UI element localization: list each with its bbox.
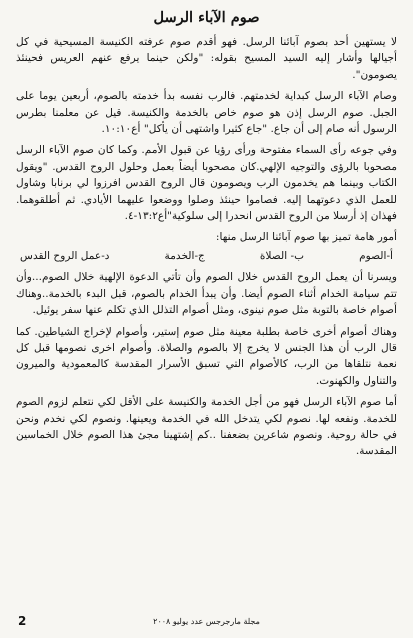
page-footer bbox=[0, 608, 413, 628]
list-item-service: ج-الخدمة bbox=[164, 249, 205, 262]
page-number: 2 bbox=[18, 614, 27, 628]
paragraph-1: لا يستهين أحد بصوم آبائنا الرسل. فهو أقدم صوم عرفته الكنيسة المسيحية في كل أجيالها وأشار إليه السيد المسيح بقوله: "ولكن حينما يرفع عنهم العريس فحينئذ يصومون". bbox=[16, 36, 397, 81]
list-item-fasting: أ-الصوم bbox=[359, 249, 393, 262]
paragraph-2: وصام الآباء الرسل كبداية لخدمتهم. فالرب نفسه بدأ خدمته بالصوم، أربعين يوما على الجبل. صوم الرسل إذن هو صوم خاص بالخدمة والكنيسة. قيل عن معلمنا بطرس الرسول أنه صام إلى أن جاع. "جاع كثيرا واشتهى أن يأكل" أع١٠:١٠. bbox=[16, 90, 397, 136]
list-intro: أمور هامة تميز بها صوم آبائنا الرسل منها: bbox=[215, 231, 397, 244]
paragraph-6: أما صوم الآباء الرسل فهو من أجل الخدمة والكنيسة على الأقل لكي نتعلم لزوم الصوم للخدمة. ونفعه لها. نصوم لكي يتدخل الله في الخدمة ويعينها. ونصوم لكي نخدم ونحن في حالة روحية. ونصوم شاعرين بضعفنا ..كم إشتهينا مجئ هذا الصوم خلال الخماسين المقدسة. bbox=[16, 396, 397, 458]
list-item-prayer: ب- الصلاة bbox=[259, 249, 305, 262]
page-title: صوم الآباء الرسل bbox=[153, 9, 260, 26]
paragraph-5: وهناك أصوام أخرى خاصة بطلبة معينة مثل صوم إستير، وأصوام لإخراج الشياطين. كما قال الرب أن هذا الجنس لا يخرج إلا بالصوم والصلاة. وأصوام اخرى نصومها قبل كل نعمة نتلقاها من الرب، كالأصوام التي تسبق الأسرار المقدسة كالمعمودية والميرون والتناول والكهنوت. bbox=[16, 325, 397, 387]
footer-note: مجلة مارجرجس عدد يوليو ٢٠٠٨ bbox=[153, 617, 260, 626]
paragraph-4: ويسرنا أن يعمل الروح القدس خلال الصوم وأن تأتي الدعوة الإلهية خلال الصوم...وأن تتم سيامة الخدام أثناء الصوم أيضا. وأن يبدأ الخدام بالصوم، قبل البدء بالخدمة..وهناك أصوام خاصة بالتوبة مثل صوم نينوى، ومثل أصوام التذلل الذي تكلم عنها سفر يوئيل. bbox=[16, 271, 397, 317]
paragraph-3: وفي جوعه رأى السماء مفتوحة ورأى رؤيا عن قبول الأمم. وكما كان صوم الآباء الرسل مصحوبا بالرؤى والتوجيه الإلهي.كان مصحوبا أيضاً بعمل وحلول الروح القدس. "ويقول الكتاب وبينما هم يخدمون الرب ويصومون قال الروح القدس افرزوا لي برنابا وشاول للعمل الذي دعوتهما إليه. فصاموا حينئذ وصلوا ووضعوا عليهما الأيادي. ثم أطلقوهما. فهذان إذ أرسلا من الروح القدس انحدرا إلى سلوكية"أع١٣:٢-٤. bbox=[16, 144, 397, 223]
list-item-holy-spirit: د-عمل الروح القدس bbox=[20, 249, 110, 262]
fasting-aspects-list bbox=[20, 248, 393, 264]
